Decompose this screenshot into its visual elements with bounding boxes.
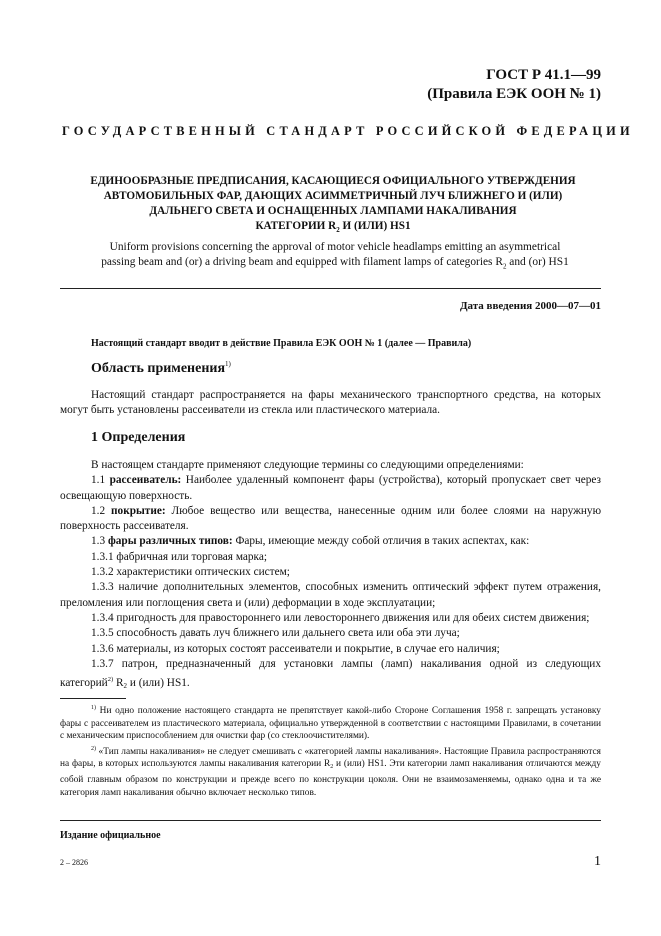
scope-heading — [91, 360, 231, 377]
definition-item: 1.3.4 пригодность для правостороннего или левостороннего движения или для обеих систем движения; — [91, 611, 590, 624]
title-divider — [60, 288, 601, 289]
definition-text: Любое вещество или вещества, нанесенные одним или более слоями на наружную поверхность рассеивателя. — [60, 504, 602, 533]
footnote-1 — [60, 702, 601, 743]
title-en-line — [70, 255, 600, 274]
subscript: 2 — [336, 226, 340, 235]
definitions-heading: 1 Определения — [91, 430, 186, 445]
definition-1-1 — [60, 473, 601, 504]
definition-item: 1.3.1 фабричная или торговая марка; — [91, 550, 268, 563]
footer-divider — [60, 820, 601, 821]
definition-text: Фары, имеющие между собой отличия в таких аспектах, как: — [232, 535, 530, 548]
defined-term: покрытие: — [111, 504, 166, 517]
footnote-text: «Тип лампы накаливания» не следует смешивать с «категорией лампы накаливания». Настоящие Правила распространяются на фары, в которых используются лампы накаливания категории R — [60, 746, 601, 770]
title-en-text: passing beam and (or) a driving beam and equipped with filament lamps of categories R — [101, 256, 503, 268]
gost-number: ГОСТ Р 41.1—99 — [486, 67, 601, 83]
definitions-lead: В настоящем стандарте применяют следующие термины со следующими определениями: — [91, 459, 524, 471]
defined-term: фары различных типов: — [107, 535, 233, 548]
title-english — [70, 240, 600, 274]
title-ru-text: КАТЕГОРИИ R — [255, 220, 337, 232]
scope-paragraph: Настоящий стандарт распространяется на фары механического транспортного средства, на которых могут быть установлены рассеиватели из стекла или пластического материала. — [60, 389, 601, 417]
footnote-mark: 2) — [91, 745, 96, 752]
footnote-text: Ни одно положение настоящего стандарта не препятствует какой-либо Стороне Соглашения 1958 г. запрещать установку фары с рассеивателем из пластического материала, официально утвержденной в соответствии с настоящими Правилами, в сочетании с механическим приспособлением для очистки фар (со стеклоочистителями). — [60, 706, 601, 742]
definition-text: R — [113, 677, 124, 690]
title-ru-line — [58, 219, 608, 238]
footnote-2 — [60, 743, 601, 799]
definition-item-1-3-7 — [60, 657, 601, 695]
print-code: 2 – 2826 — [60, 858, 88, 867]
scope-heading-text: Область применения — [91, 361, 226, 376]
page-number: 1 — [594, 854, 601, 869]
definition-item: 1.3.5 способность давать луч ближнего или дальнего света или оба эти луча; — [91, 627, 460, 640]
title-en-line: Uniform provisions concerning the approval of motor vehicle headlamps emitting an asymmetrical — [109, 241, 561, 253]
title-ru-line: АВТОМОБИЛЬНЫХ ФАР, ДАЮЩИХ АСИММЕТРИЧНЫЙ ЛУЧ БЛИЖНЕГО И (ИЛИ) — [103, 190, 563, 202]
subscript: 2 — [123, 682, 128, 691]
official-edition-label: Издание официальное — [60, 830, 161, 841]
title-en-text: and (or) HS1 — [506, 256, 569, 268]
document-designation — [341, 66, 601, 104]
definitions-body — [60, 458, 601, 694]
subscript: 2 — [502, 262, 507, 271]
introduction-statement: Настоящий стандарт вводит в действие Правила ЕЭК ООН № 1 (далее — Правила) — [91, 338, 472, 349]
title-ru-text: И (ИЛИ) HS1 — [339, 220, 411, 232]
introduction-date: Дата введения 2000—07—01 — [459, 300, 601, 312]
footnote-divider — [60, 698, 126, 699]
definition-1-2 — [60, 504, 601, 535]
definition-item: 1.3.2 характеристики оптических систем; — [91, 566, 290, 579]
footnote-ref: 1) — [225, 360, 231, 368]
ece-rule-number: (Правила ЕЭК ООН № 1) — [427, 86, 601, 102]
subscript: 2 — [330, 764, 334, 771]
footnotes — [60, 702, 601, 799]
clause-number: 1.1 — [91, 474, 110, 487]
definition-text: и (или) HS1. — [127, 677, 190, 690]
definition-text: Наиболее удаленный компонент фары (устройства), который пропускает свет через освещающую поверхность. — [60, 474, 601, 502]
title-ru-line: ДАЛЬНЕГО СВЕТА И ОСНАЩЕННЫХ ЛАМПАМИ НАКАЛИВАНИЯ — [149, 205, 517, 217]
title-ru-line: ЕДИНООБРАЗНЫЕ ПРЕДПИСАНИЯ, КАСАЮЩИЕСЯ ОФИЦИАЛЬНОГО УТВЕРЖДЕНИЯ — [90, 175, 576, 187]
state-standard-banner: ГОСУДАРСТВЕННЫЙ СТАНДАРТ РОССИЙСКОЙ ФЕДЕРАЦИИ — [62, 124, 634, 138]
definition-item: 1.3.3 наличие дополнительных элементов, способных изменить оптический эффект путем отражения, преломления или поглощения света и (или) деформации в ходе эксплуатации; — [60, 581, 601, 609]
footnote-ref: 2) — [107, 676, 114, 684]
definition-item: 1.3.6 материалы, из которых состоят рассеиватели и покрытие, в случае его наличия; — [91, 642, 500, 655]
definition-text: 1.3.7 патрон, предназначенный для установки лампы (ламп) накаливания одной из следующих категорий — [60, 657, 601, 690]
defined-term: рассеиватель: — [109, 474, 182, 487]
clause-number: 1.2 — [91, 504, 112, 517]
definition-1-3 — [60, 534, 601, 549]
scope-text — [60, 388, 601, 419]
clause-number: 1.3 — [91, 535, 108, 548]
title-russian — [58, 174, 608, 238]
footnote-text: и (или) HS1. Эти категории ламп накаливания отличаются между собой главным образом по конструкции и прежде всего по конструкции цоколя. Они не взаимозаменяемы, однако одна и та же категория ламп накаливания обычно включает несколько типов. — [60, 759, 601, 798]
footnote-mark: 1) — [91, 705, 96, 711]
